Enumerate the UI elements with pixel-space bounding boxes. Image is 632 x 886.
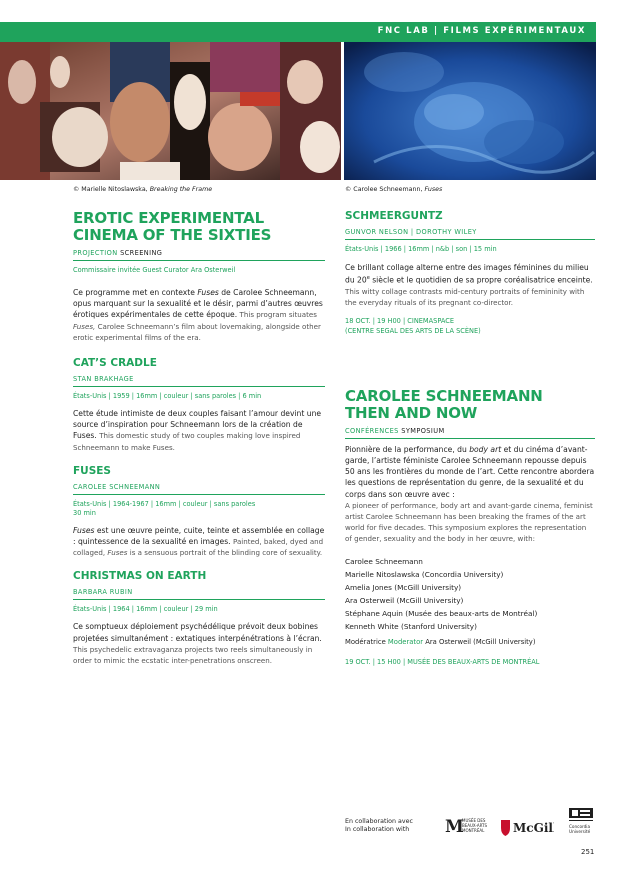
- cats-cradle-description: Cette étude intimiste de deux couples faisant l’amour devint une source d’inspiration pour Schneemann lors de la création de Fuses. This domestic study of two couples making love inspired Schneemann to make Fuses.: [73, 409, 322, 452]
- collaboration-label: En collaboration avec In collaboration with: [345, 818, 413, 833]
- mbam-logo-line: BEAUX-ARTS: [462, 823, 488, 828]
- mcgill-logo: [500, 817, 554, 837]
- participant-list: [345, 555, 595, 633]
- cats-cradle-meta: États-Unis | 1959 | 16mm | couleur | sans paroles | 6 min: [73, 392, 262, 401]
- participant-item: Carolee Schneemann: [345, 556, 423, 566]
- participant-item: Marielle Nitoslawska (Concordia University): [345, 569, 504, 579]
- right-image-caption: © Carolee Schneemann, Fuses: [345, 186, 443, 193]
- fuses-title: FUSES: [73, 464, 111, 477]
- carolee-symposium-section: [345, 388, 595, 667]
- participant-item: Ara Osterweil (McGill University): [345, 595, 464, 605]
- participant-item: Stéphane Aquin (Musée des beaux-arts de Montréal): [345, 608, 538, 618]
- concordia-logo-line: Concordia: [569, 824, 591, 829]
- schmeerguntz-date: 18 OCT. | 19 H00 | CINEMASPACE (CENTRE SEGAL DES ARTS DE LA SCÈNE): [345, 317, 481, 335]
- carolee-symposium-description-fr: Pionnière de la performance, du body art et du cinéma d’avant-garde, l’artiste féministe Carolee Schneemann repousse depuis 50 ans les frontières du monde de l’art. Cette rencontre abordera les questions de représentation du genre, de la sexualité et du corps dans son œuvre avec :: [345, 444, 595, 499]
- mbam-logo-letter: M: [445, 817, 464, 836]
- schmeerguntz-section: [345, 210, 595, 336]
- moderator-line: Modératrice Moderator Ara Osterweil (McGill University): [345, 637, 536, 646]
- erotic-cinema-curator: Commissaire invitée Guest Curator Ara Osterweil: [73, 266, 236, 274]
- christmas-on-earth-description: Ce somptueux déploiement psychédélique prévoit deux bobines projetées simultanément : extatiques interpénétrations à l’écran. This psychedelic extravaganza projects two reels simultaneously in order to mimic the ecstatic inter-penetrations onscreen.: [73, 622, 322, 666]
- mbam-logo-line: MUSÉE DES: [462, 818, 486, 823]
- divider: [73, 599, 325, 600]
- breaking-the-frame-still: [0, 42, 341, 180]
- cats-cradle-title: CAT’S CRADLE: [73, 357, 157, 370]
- mbam-logo: [445, 816, 495, 836]
- participant-item: Amelia Jones (McGill University): [345, 582, 462, 592]
- cats-cradle-section: [73, 357, 325, 453]
- carolee-symposium-date: 19 OCT. | 15 H00 | MUSÉE DES BEAUX-ARTS DE MONTRÉAL: [345, 657, 540, 666]
- erotic-cinema-description: Ce programme met en contexte Fuses de Carolee Schneemann, opus marquant sur la sexualité et le désir, parmi d’autres œuvres érotiques expérimentales de cette époque. This program situates Fuses, Carolee Schneemann’s film about lovemaking, alongside other erotic experimental films of the era.: [73, 288, 323, 342]
- divider: [73, 494, 325, 495]
- page-number: 251: [581, 848, 595, 856]
- erotic-cinema-title: EROTIC EXPERIMENTAL CINEMA OF THE SIXTIES: [73, 209, 272, 244]
- left-column: [73, 210, 325, 666]
- divider: [345, 239, 595, 240]
- schmeerguntz-description: Ce brillant collage alterne entre des images féminines du milieu du 20e siècle et le quotidien de sa propre coréalisatrice enceinte. This witty collage contrasts mid-century portraits of femininity with the everyday rituals of its pregnant co-director.: [345, 263, 593, 308]
- fuses-director: CAROLEE SCHNEEMANN: [73, 482, 161, 491]
- divider: [345, 438, 595, 439]
- mcgill-shield-icon: [501, 820, 510, 836]
- fuses-meta: États-Unis | 1964-1967 | 16mm | couleur | sans paroles 30 min: [73, 499, 256, 517]
- christmas-on-earth-section: [73, 570, 325, 666]
- section-header-text: FNC LAB | FILMS EXPÉRIMENTAUX: [377, 26, 586, 36]
- divider: [73, 260, 325, 261]
- right-column: [345, 210, 595, 667]
- schmeerguntz-title: SCHMEERGUNTZ: [345, 210, 443, 222]
- cats-cradle-director: STAN BRAKHAGE: [73, 375, 134, 384]
- schmeerguntz-meta: États-Unis | 1966 | 16mm | n&b | son | 15 min: [345, 245, 497, 253]
- mbam-logo-line: MONTRÉAL: [462, 828, 485, 833]
- fuses-section: [73, 465, 325, 559]
- carolee-symposium-type: CONFÉRENCES SYMPOSIUM: [345, 426, 445, 435]
- erotic-cinema-section: [73, 210, 325, 343]
- carolee-symposium-title: CAROLEE SCHNEEMANN THEN AND NOW: [345, 386, 543, 422]
- concordia-logo: [566, 806, 596, 838]
- fuses-still: [344, 42, 596, 180]
- divider: [73, 386, 325, 387]
- section-header-bar: [0, 22, 596, 42]
- mcgill-wordmark: McGill: [513, 821, 554, 835]
- christmas-on-earth-meta: États-Unis | 1964 | 16mm | couleur | 29 min: [73, 605, 218, 614]
- erotic-cinema-type: PROJECTION SCREENING: [73, 249, 163, 257]
- christmas-on-earth-director: BARBARA RUBIN: [73, 588, 133, 597]
- participant-item: Kenneth White (Stanford University): [345, 621, 477, 631]
- carolee-symposium-description-en: A pioneer of performance, body art and avant-garde cinema, feminist artist Carolee Schneemann has been breaking the frames of the art world for five decades. This symposium explores the representation of gender, sexuality and the body in her œuvre, with:: [345, 500, 593, 544]
- left-image-caption: © Marielle Nitoslawska, Breaking the Frame: [73, 186, 213, 193]
- concordia-logo-line: Université: [569, 829, 591, 834]
- christmas-on-earth-title: CHRISTMAS ON EARTH: [73, 570, 207, 583]
- schmeerguntz-directors: GUNVOR NELSON | DOROTHY WILEY: [345, 228, 477, 236]
- fuses-description: Fuses est une œuvre peinte, cuite, teinte et assemblée en collage : quintessence de la sexualité en images. Painted, baked, dyed and collaged, Fuses is a sensuous portrait of the blinding core of sexuality.: [73, 525, 325, 558]
